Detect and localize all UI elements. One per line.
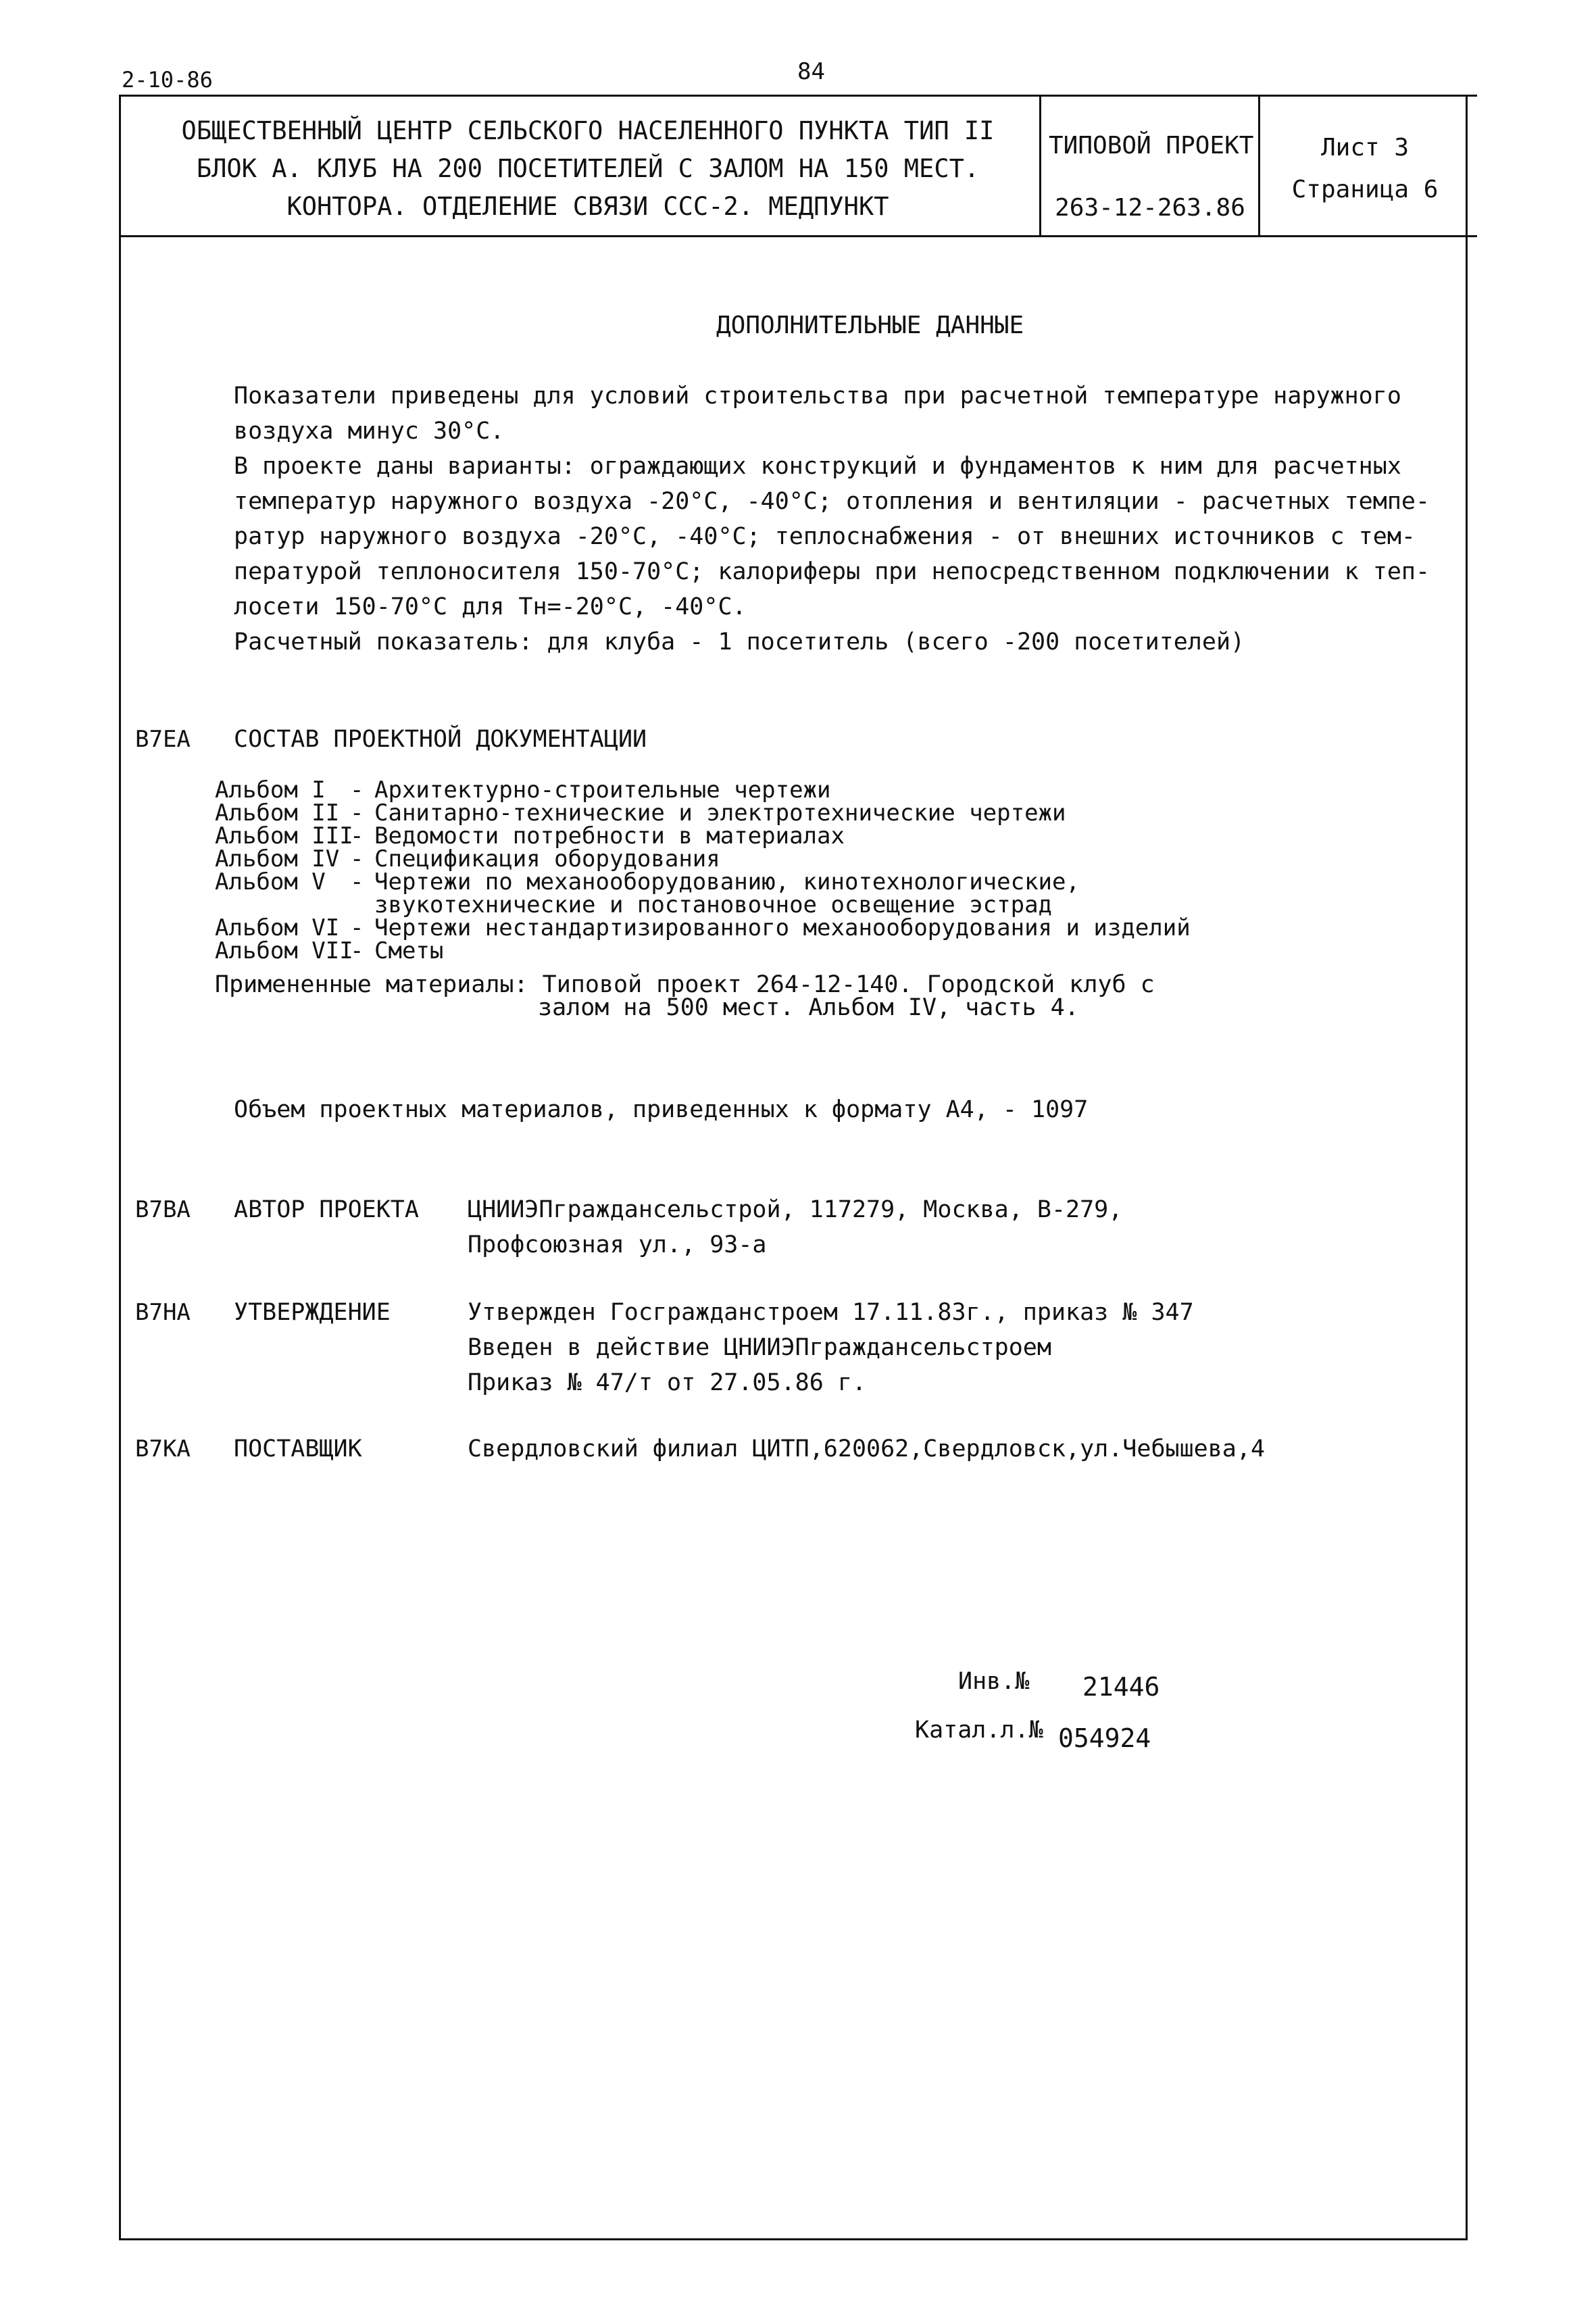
additional-heading: ДОПОЛНИТЕЛЬНЫЕ ДАННЫЕ [716, 312, 1024, 339]
composition-heading: СОСТАВ ПРОЕКТНОЙ ДОКУМЕНТАЦИИ [234, 726, 647, 753]
album-row: Альбом V - Чертежи по механооборудованию, кинотехнологические, [215, 868, 1080, 895]
album-label: Альбом II [215, 799, 340, 827]
album-row: Альбом VII - Сметы [215, 937, 444, 964]
additional-line: ратур наружного воздуха -20°С, -40°С; теплоснабжения - от внешних источников с тем- [234, 523, 1416, 550]
additional-line: В проекте даны варианты: ограждающих конструкций и фундаментов к ним для расчетных [234, 453, 1401, 480]
header-divider-1 [1039, 95, 1041, 235]
approval-details [468, 1295, 1194, 1400]
additional-line: воздуха минус 30°С. [234, 418, 505, 445]
inventory-number: 21446 [1082, 1672, 1160, 1702]
page-label: Страница 6 [1291, 176, 1439, 203]
author-line: ЦНИИЭПграждансельстрой, 117279, Москва, В-279, [468, 1196, 1123, 1223]
applied-line: Примененные материалы: Типовой проект 264-12-140. Городской клуб с [215, 971, 1155, 998]
approval-code: В7НА [135, 1299, 191, 1326]
album-row: Альбом IV - Спецификация оборудования [215, 845, 720, 872]
additional-line: лосети 150-70°С для Тн=-20°С, -40°С. [234, 593, 747, 620]
header-title-line: КОНТОРА. ОТДЕЛЕНИЕ СВЯЗИ ССС-2. МЕДПУНКТ [286, 192, 889, 221]
album-label: Альбом VI [215, 914, 340, 941]
album-row: Альбом VI - Чертежи нестандартизированного механооборудования и изделий [215, 914, 1191, 941]
approval-line: Утвержден Госгражданстроем 17.11.83г., приказ № 347 [468, 1299, 1194, 1326]
additional-paragraph [234, 378, 1430, 660]
catalog-number: 054924 [1058, 1723, 1151, 1753]
album-label: Альбом IV [215, 845, 340, 872]
page-number: 84 [797, 58, 825, 85]
album-text: Архитектурно-строительные чертежи [374, 777, 831, 804]
author-details [468, 1192, 1122, 1262]
album-label: Альбом V [215, 868, 326, 895]
album-row: Альбом II - Санитарно-технические и электротехнические чертежи [215, 799, 1066, 827]
header-title-line: ОБЩЕСТВЕННЫЙ ЦЕНТР СЕЛЬСКОГО НАСЕЛЕННОГО ПУНКТА ТИП II [181, 116, 995, 145]
additional-line: температур наружного воздуха -20°С, -40°С; отопления и вентиляции - расчетных темпе- [234, 488, 1430, 515]
header-top-line [119, 95, 1477, 97]
sheet-block [1264, 127, 1466, 211]
album-text: Чертежи нестандартизированного механооборудования и изделий [374, 914, 1191, 941]
composition-code: В7ЕА [135, 726, 191, 753]
author-line: Профсоюзная ул., 93-а [468, 1231, 767, 1258]
supplier-code: В7КА [135, 1435, 191, 1462]
additional-line: пературой теплоносителя 150-70°С; калориферы при непосредственном подключении к теп- [234, 558, 1430, 585]
album-text: Сметы [374, 937, 444, 964]
applied-materials [215, 973, 1155, 1019]
approval-heading: УТВЕРЖДЕНИЕ [234, 1299, 391, 1326]
supplier-line: Свердловский филиал ЦИТП,620062,Свердловск,ул.Чебышева,4 [468, 1435, 1266, 1462]
volume-line: Объем проектных материалов, приведенных к формату А4, - 1097 [234, 1096, 1089, 1123]
corner-code: 2-10-86 [122, 67, 213, 93]
additional-line: Показатели приведены для условий строительства при расчетной температуре наружного [234, 383, 1401, 410]
author-code: В7ВА [135, 1196, 191, 1223]
project-block [1049, 115, 1254, 239]
applied-line: залом на 500 мест. Альбом IV, часть 4. [538, 994, 1079, 1021]
album-label: Альбом III [215, 822, 353, 850]
album-text: Чертежи по механооборудованию, кинотехнологические, [374, 868, 1080, 895]
approval-line: Введен в действие ЦНИИЭПграждансельстроем [468, 1334, 1051, 1361]
additional-line: Расчетный показатель: для клуба - 1 посетитель (всего -200 посетителей) [234, 629, 1245, 656]
header-bottom-line [119, 235, 1477, 237]
album-list [215, 779, 1191, 962]
inventory-label: Инв.№ [958, 1668, 1030, 1695]
album-text: Ведомости потребности в материалах [374, 822, 845, 850]
album-row-continuation [215, 893, 1191, 916]
approval-line: Приказ № 47/т от 27.05.86 г. [468, 1369, 867, 1396]
album-row: Альбом III - Ведомости потребности в материалах [215, 822, 845, 850]
author-heading: АВТОР ПРОЕКТА [234, 1196, 419, 1223]
header-title [169, 112, 1007, 226]
header-title-line: БЛОК А. КЛУБ НА 200 ПОСЕТИТЕЛЕЙ С ЗАЛОМ НА 150 МЕСТ. [196, 154, 980, 183]
sheet-number: Лист 3 [1320, 134, 1410, 162]
project-number: 263-12-263.86 [1055, 194, 1245, 222]
catalog-label: Катал.л.№ [915, 1717, 1043, 1744]
supplier-heading: ПОСТАВЩИК [234, 1435, 362, 1462]
album-text: Спецификация оборудования [374, 845, 720, 872]
album-label: Альбом VII [215, 937, 353, 964]
album-row: Альбом I - Архитектурно-строительные чертежи [215, 777, 831, 804]
album-text: Санитарно-технические и электротехнические чертежи [374, 799, 1066, 827]
header-divider-2 [1258, 95, 1260, 235]
album-label: Альбом I [215, 777, 326, 804]
project-label: ТИПОВОЙ ПРОЕКТ [1049, 132, 1254, 159]
album-text: звукотехнические и постановочное освещение эстрад [374, 891, 1053, 918]
